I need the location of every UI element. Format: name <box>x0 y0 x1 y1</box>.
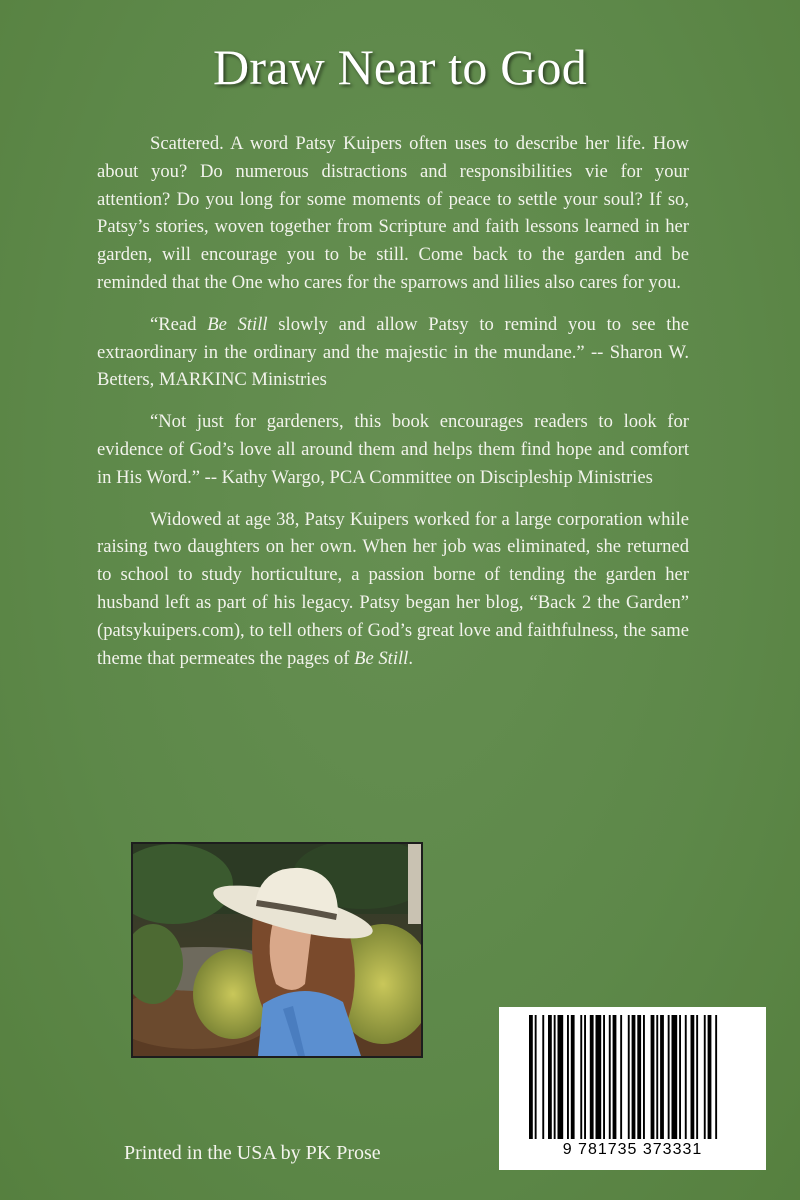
barcode-bar <box>535 1015 537 1139</box>
barcode-bar <box>668 1015 670 1139</box>
barcode-bar <box>529 1015 533 1139</box>
blurb-paragraph: Scattered. A word Patsy Kuipers often uses to describe her life. How about you? Do numerous distractions and responsibilities vie for your attention? Do you long for some moments of peace to settle your soul? If so, Patsy’s stories, woven together from Scripture and faith lessons learned in her garden, will encourage you to be still. Come back to the garden and be reminded that the One who cares for the sparrows and lilies also cares for you. <box>97 133 689 293</box>
barcode-bar <box>708 1015 712 1139</box>
cover-title: Draw Near to God <box>213 39 587 95</box>
barcode-bar <box>620 1015 622 1139</box>
barcode-bar <box>632 1015 636 1139</box>
author-photo <box>131 842 423 1058</box>
barcode-bar <box>584 1015 586 1139</box>
barcode-bar <box>571 1015 575 1139</box>
barcode-bar <box>590 1015 594 1139</box>
barcode-bar <box>567 1015 569 1139</box>
barcode-bar <box>643 1015 645 1139</box>
barcode-bar <box>603 1015 605 1139</box>
barcode-bar <box>660 1015 664 1139</box>
barcode-bar <box>558 1015 564 1139</box>
author-bio-paragraph: Widowed at age 38, Patsy Kuipers worked for a large corporation while raising two daughters on her own. When her job was eliminated, she returned to school to study horticulture, a passion borne of tending the garden her husband left as part of his legacy. Patsy began her blog, “Back 2 the Garden” (patsykuipers.com), to tell others of God’s great love and faithfulness, the same theme that permeates the pages of Be Still. <box>97 508 689 669</box>
barcode-bar <box>685 1015 687 1139</box>
author-photo-illustration <box>133 844 421 1056</box>
barcode-bar <box>554 1015 556 1139</box>
barcode-bar <box>715 1015 717 1139</box>
barcode-bar <box>548 1015 552 1139</box>
isbn-barcode <box>499 1007 766 1170</box>
barcode-bar <box>580 1015 582 1139</box>
barcode-bar <box>691 1015 695 1139</box>
barcode-bar <box>542 1015 544 1139</box>
isbn-number: 9 781735 373331 <box>562 1141 703 1158</box>
endorsement-paragraph: “Not just for gardeners, this book encourages readers to look for evidence of God’s love all around them and helps them find hope and comfort in His Word.” -- Kathy Wargo, PCA Committee on Discipleship Ministries <box>97 411 689 488</box>
barcode-bar <box>637 1015 641 1139</box>
barcode-bar <box>613 1015 617 1139</box>
barcode-bar <box>704 1015 706 1139</box>
endorsement-paragraph: “Read Be Still slowly and allow Patsy to remind you to see the extraordinary in the ordinary and the majestic in the mundane.” -- Sharon W. Betters, MARKINC Ministries <box>97 313 689 391</box>
printed-by-line: Printed in the USA by PK Prose <box>124 1142 381 1164</box>
barcode-bar <box>609 1015 611 1139</box>
barcode-bar <box>672 1015 678 1139</box>
barcode-bar <box>656 1015 658 1139</box>
barcode-bar <box>628 1015 630 1139</box>
barcode-bar <box>651 1015 655 1139</box>
blurb-text <box>97 130 689 686</box>
barcode-bar <box>679 1015 681 1139</box>
barcode-bar <box>696 1015 698 1139</box>
barcode-bar <box>596 1015 602 1139</box>
